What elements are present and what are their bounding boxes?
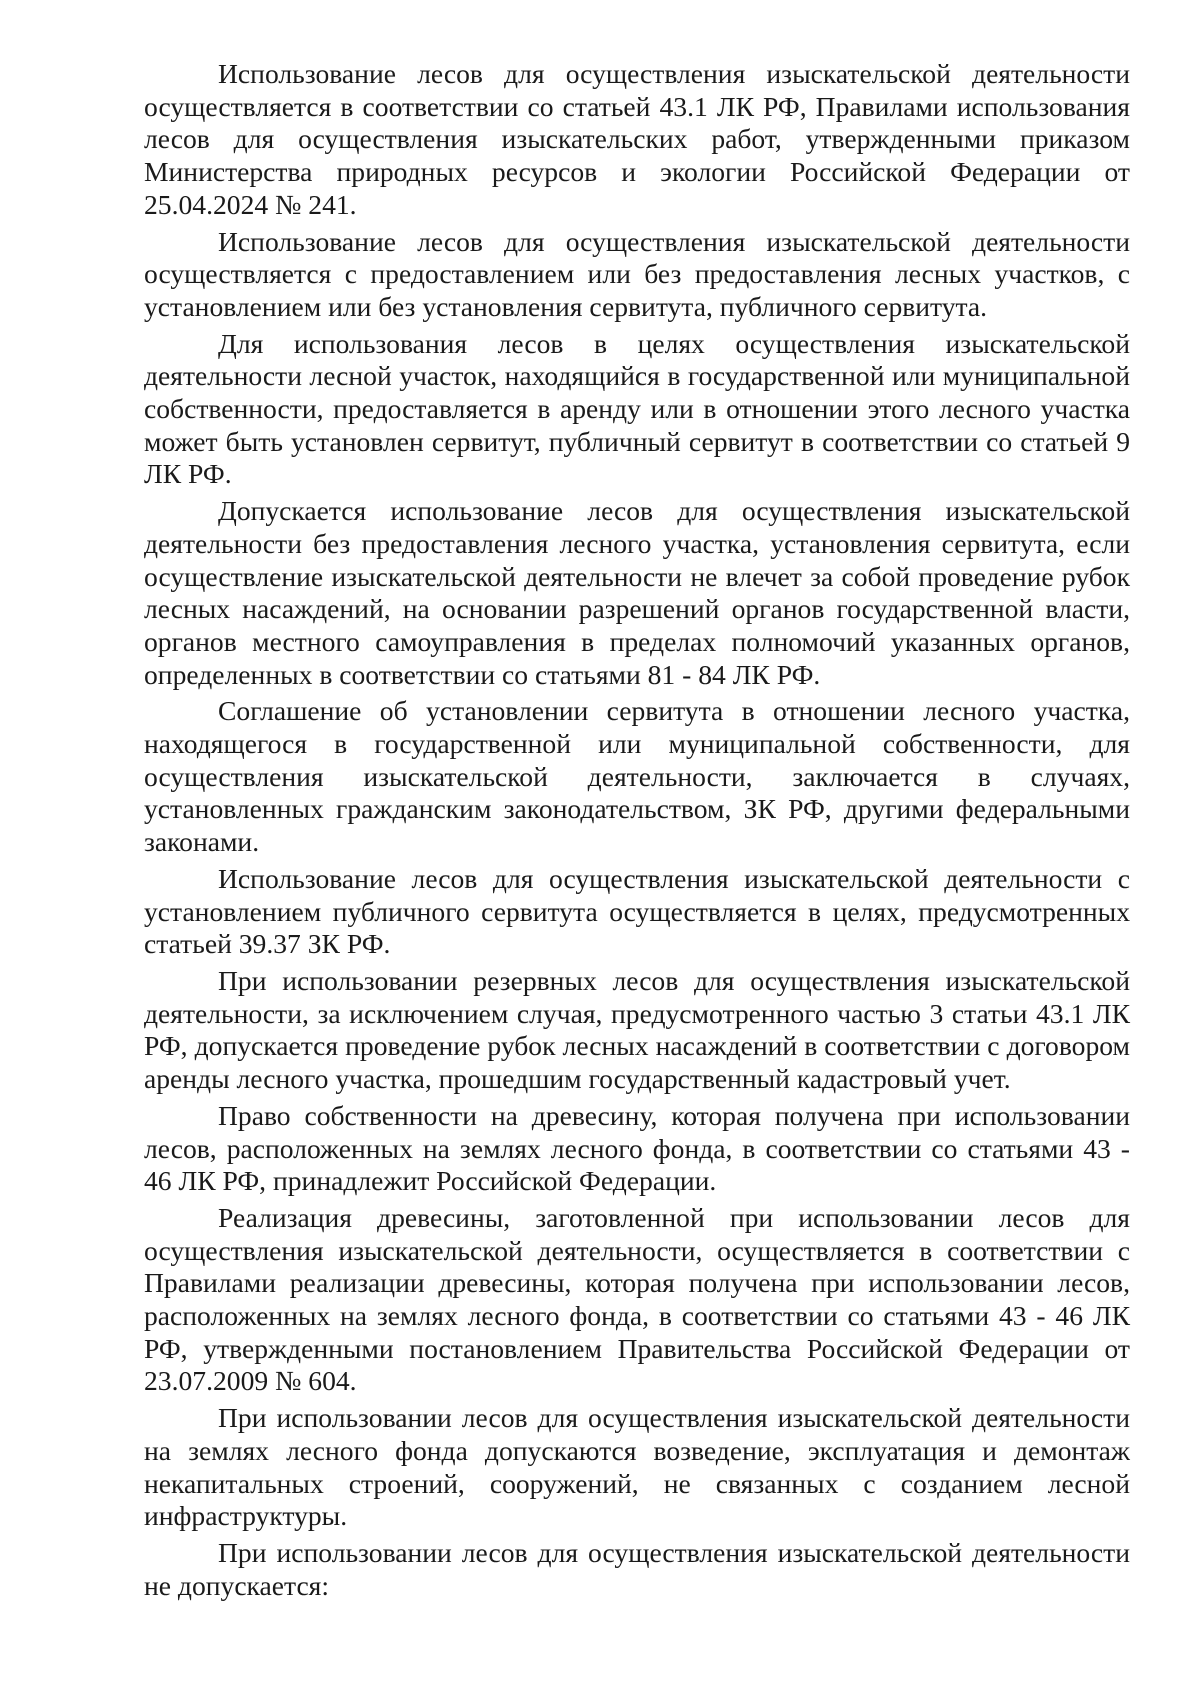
paragraph: Использование лесов для осуществления изыскательской деятельности осуществляется с предоставлением или без предоставления лесных участков, с установлением или без установления сервитута, публичного сервитута.	[144, 225, 1130, 322]
paragraph: При использовании лесов для осуществления изыскательской деятельности на землях лесного фонда допускаются возведение, эксплуатация и демонтаж некапитальных строений, сооружений, не связанных с созданием лесной инфраструктуры.	[144, 1402, 1130, 1532]
paragraph: Реализация древесины, заготовленной при использовании лесов для осуществления изыскательской деятельности, осуществляется в соответствии с Правилами реализации древесины, которая получена при использовании лесов, расположенных на землях лесного фонда, в соответствии со статьями 43 - 46 ЛК РФ, утвержденными постановлением Правительства Российской Федерации от 23.07.2009 № 604.	[144, 1201, 1130, 1397]
paragraph: При использовании лесов для осуществления изыскательской деятельности не допускается:	[144, 1536, 1130, 1601]
paragraph: Для использования лесов в целях осуществления изыскательской деятельности лесной участок, находящийся в государственной или муниципальной собственности, предоставляется в аренду или в отношении этого лесного участка может быть установлен сервитут, публичный сервитут в соответствии со статьей 9 ЛК РФ.	[144, 327, 1130, 490]
paragraph: Использование лесов для осуществления изыскательской деятельности с установлением публичного сервитута осуществляется в целях, предусмотренных статьей 39.37 ЗК РФ.	[144, 862, 1130, 960]
paragraph: При использовании резервных лесов для осуществления изыскательской деятельности, за исключением случая, предусмотренного частью 3 статьи 43.1 ЛК РФ, допускается проведение рубок лесных насаждений в соответствии с договором аренды лесного участка, прошедшим государственный кадастровый учет.	[144, 964, 1130, 1095]
paragraph: Право собственности на древесину, которая получена при использовании лесов, расположенных на землях лесного фонда, в соответствии со статьями 43 - 46 ЛК РФ, принадлежит Российской Федерации.	[144, 1099, 1130, 1197]
paragraph: Соглашение об установлении сервитута в отношении лесного участка, находящегося в государственной или муниципальной собственности, для осуществления изыскательской деятельности, заключается в случаях, установленных гражданским законодательством, ЗК РФ, другими федеральными законами.	[144, 695, 1130, 858]
paragraph: Использование лесов для осуществления изыскательской деятельности осуществляется в соответствии со статьей 43.1 ЛК РФ, Правилами использования лесов для осуществления изыскательских работ, утвержденными приказом Министерства природных ресурсов и экологии Российской Федерации от 25.04.2024 № 241.	[144, 58, 1130, 220]
document-body	[144, 58, 1130, 1602]
paragraph: Допускается использование лесов для осуществления изыскательской деятельности без предоставления лесного участка, установления сервитута, если осуществление изыскательской деятельности не влечет за собой проведение рубок лесных насаждений, на основании разрешений органов государственной власти, органов местного самоуправления в пределах полномочий указанных органов, определенных в соответствии со статьями 81 - 84 ЛК РФ.	[144, 495, 1130, 690]
